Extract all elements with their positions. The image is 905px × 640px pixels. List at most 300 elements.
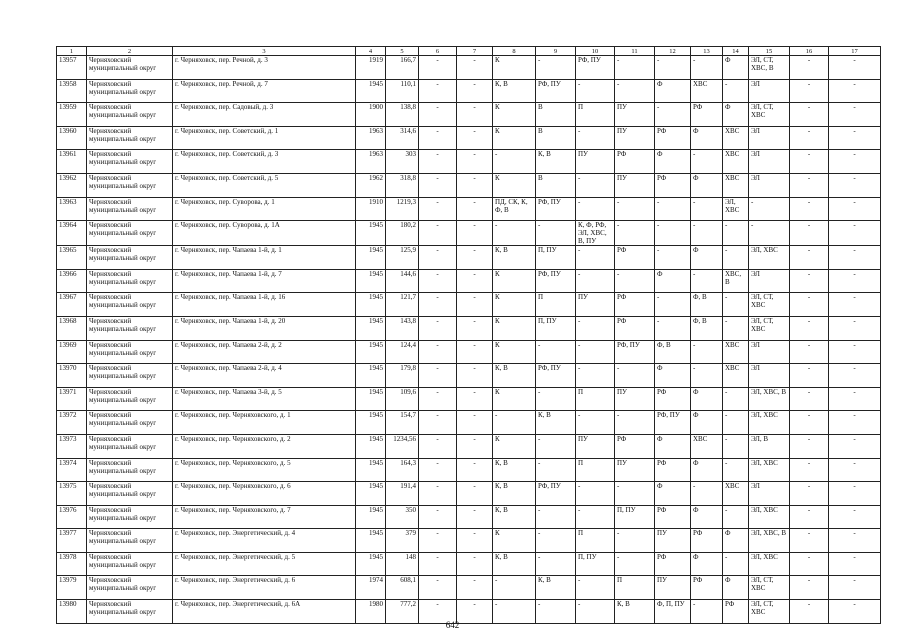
cell-year-built: 1945 [356, 246, 386, 270]
cell-col-6: - [419, 126, 457, 150]
cell-municipality: Черняховский муниципальный округ [87, 79, 173, 103]
cell-col-12: - [655, 246, 691, 270]
cell-municipality: Черняховский муниципальный округ [87, 246, 173, 270]
cell-col-14: ХВС, В [723, 269, 749, 293]
cell-area: 164,3 [386, 458, 419, 482]
cell-col-12: РФ [655, 173, 691, 197]
cell-col-8: К [493, 529, 536, 553]
cell-col-11: - [615, 482, 655, 506]
cell-col-7: - [457, 126, 493, 150]
cell-municipality: Черняховский муниципальный округ [87, 505, 173, 529]
cell-col-7: - [457, 246, 493, 270]
cell-col-14: - [723, 387, 749, 411]
cell-col-9: РФ, ПУ [536, 269, 576, 293]
table-row [57, 458, 881, 482]
table-row [57, 56, 881, 80]
cell-col-11: ПУ [615, 458, 655, 482]
column-header-17: 17 [829, 47, 881, 56]
cell-col-12: РФ [655, 505, 691, 529]
cell-record-number: 13957 [57, 56, 87, 80]
cell-col-8: К, В [493, 505, 536, 529]
cell-col-8: К, В [493, 482, 536, 506]
cell-col-14: - [723, 221, 749, 246]
cell-col-11: ПУ [615, 387, 655, 411]
cell-col-7: - [457, 529, 493, 553]
cell-col-13: РФ [691, 529, 723, 553]
cell-record-number: 13974 [57, 458, 87, 482]
column-header-1: 1 [57, 47, 87, 56]
cell-col-7: - [457, 600, 493, 624]
cell-col-7: - [457, 79, 493, 103]
cell-col-10: - [576, 411, 615, 435]
cell-address: г. Черняховск, пер. Чапаева 1-й, д. 1 [173, 246, 356, 270]
cell-municipality: Черняховский муниципальный округ [87, 529, 173, 553]
table-row [57, 434, 881, 458]
cell-municipality: Черняховский муниципальный округ [87, 458, 173, 482]
cell-col-10: ПУ [576, 293, 615, 317]
cell-address: г. Черняховск, пер. Черняховского, д. 5 [173, 458, 356, 482]
cell-col-8: К [493, 173, 536, 197]
cell-col-14: - [723, 293, 749, 317]
cell-col-12: - [655, 103, 691, 127]
cell-col-9: РФ, ПУ [536, 364, 576, 388]
cell-col-11: К, В [615, 600, 655, 624]
cell-col-13: РФ [691, 576, 723, 600]
cell-col-14: Ф [723, 103, 749, 127]
cell-col-6: - [419, 246, 457, 270]
cell-col-14: ХВС [723, 364, 749, 388]
column-header-10: 10 [576, 47, 615, 56]
cell-col-14: ХВС [723, 173, 749, 197]
cell-col-14: ХВС [723, 126, 749, 150]
cell-col-16: - [790, 387, 829, 411]
cell-col-13: - [691, 269, 723, 293]
cell-col-13: ХВС [691, 79, 723, 103]
column-header-9: 9 [536, 47, 576, 56]
cell-address: г. Черняховск, пер. Энергетический, д. 5 [173, 552, 356, 576]
cell-col-15: ЭЛ, ХВС [749, 458, 790, 482]
cell-col-13: ХВС [691, 434, 723, 458]
cell-area: 777,2 [386, 600, 419, 624]
cell-col-15: ЭЛ, В [749, 434, 790, 458]
cell-col-10: - [576, 316, 615, 340]
cell-record-number: 13972 [57, 411, 87, 435]
cell-col-6: - [419, 482, 457, 506]
cell-col-17: - [829, 458, 881, 482]
cell-year-built: 1910 [356, 197, 386, 221]
cell-municipality: Черняховский муниципальный округ [87, 364, 173, 388]
cell-col-17: - [829, 103, 881, 127]
cell-col-14: РФ [723, 600, 749, 624]
cell-col-10: - [576, 600, 615, 624]
cell-col-16: - [790, 434, 829, 458]
cell-year-built: 1945 [356, 79, 386, 103]
column-header-8: 8 [493, 47, 536, 56]
cell-col-10: - [576, 173, 615, 197]
cell-col-17: - [829, 434, 881, 458]
cell-col-16: - [790, 552, 829, 576]
table-row [57, 316, 881, 340]
cell-col-16: - [790, 246, 829, 270]
cell-col-7: - [457, 434, 493, 458]
table-row [57, 364, 881, 388]
cell-col-13: Ф [691, 126, 723, 150]
cell-col-13: Ф [691, 173, 723, 197]
cell-col-13: - [691, 364, 723, 388]
cell-year-built: 1945 [356, 411, 386, 435]
cell-col-10: К, Ф, РФ, ЭЛ, ХВС, В, ПУ [576, 221, 615, 246]
cell-col-17: - [829, 482, 881, 506]
cell-col-7: - [457, 150, 493, 174]
cell-col-11: - [615, 79, 655, 103]
cell-col-10: - [576, 505, 615, 529]
cell-area: 154,7 [386, 411, 419, 435]
cell-col-7: - [457, 103, 493, 127]
cell-col-17: - [829, 150, 881, 174]
table-row [57, 197, 881, 221]
cell-col-14: - [723, 458, 749, 482]
column-header-14: 14 [723, 47, 749, 56]
page-number: 642 [445, 620, 460, 630]
cell-address: г. Черняховск, пер. Суворова, д. 1А [173, 221, 356, 246]
cell-col-9: - [536, 552, 576, 576]
cell-address: г. Черняховск, пер. Энергетический, д. 6 [173, 576, 356, 600]
cell-col-13: Ф [691, 387, 723, 411]
cell-record-number: 13965 [57, 246, 87, 270]
cell-col-16: - [790, 197, 829, 221]
cell-col-6: - [419, 56, 457, 80]
column-number-row [57, 47, 881, 56]
cell-area: 1219,3 [386, 197, 419, 221]
cell-record-number: 13976 [57, 505, 87, 529]
cell-col-15: ЭЛ [749, 269, 790, 293]
cell-col-12: Ф [655, 79, 691, 103]
cell-col-10: - [576, 126, 615, 150]
cell-col-9: В [536, 103, 576, 127]
cell-col-12: - [655, 221, 691, 246]
cell-col-6: - [419, 529, 457, 553]
cell-col-17: - [829, 197, 881, 221]
cell-col-14: ЭЛ, ХВС [723, 197, 749, 221]
cell-col-13: - [691, 340, 723, 364]
cell-col-7: - [457, 316, 493, 340]
cell-address: г. Черняховск, пер. Суворова, д. 1 [173, 197, 356, 221]
cell-municipality: Черняховский муниципальный округ [87, 150, 173, 174]
cell-col-12: Ф, П, ПУ [655, 600, 691, 624]
cell-col-11: ПУ [615, 173, 655, 197]
cell-col-8: - [493, 411, 536, 435]
cell-col-6: - [419, 576, 457, 600]
cell-record-number: 13960 [57, 126, 87, 150]
cell-address: г. Черняховск, пер. Энергетический, д. 6А [173, 600, 356, 624]
cell-col-9: В [536, 126, 576, 150]
cell-col-16: - [790, 529, 829, 553]
cell-col-13: - [691, 482, 723, 506]
column-header-15: 15 [749, 47, 790, 56]
cell-col-12: ПУ [655, 529, 691, 553]
cell-col-15: ЭЛ [749, 482, 790, 506]
cell-col-14: - [723, 79, 749, 103]
cell-col-10: - [576, 364, 615, 388]
cell-col-17: - [829, 600, 881, 624]
cell-col-10: П [576, 103, 615, 127]
cell-year-built: 1945 [356, 293, 386, 317]
cell-col-15: ЭЛ, СТ, ХВС [749, 103, 790, 127]
column-header-3: 3 [173, 47, 356, 56]
cell-col-9: РФ, ПУ [536, 482, 576, 506]
cell-col-14: Ф [723, 529, 749, 553]
cell-municipality: Черняховский муниципальный округ [87, 197, 173, 221]
cell-col-7: - [457, 482, 493, 506]
cell-col-6: - [419, 600, 457, 624]
cell-col-6: - [419, 221, 457, 246]
cell-col-16: - [790, 340, 829, 364]
cell-col-16: - [790, 103, 829, 127]
cell-municipality: Черняховский муниципальный округ [87, 293, 173, 317]
cell-area: 144,6 [386, 269, 419, 293]
cell-col-7: - [457, 269, 493, 293]
cell-col-11: - [615, 552, 655, 576]
cell-col-6: - [419, 340, 457, 364]
cell-col-6: - [419, 364, 457, 388]
cell-col-11: П, ПУ [615, 505, 655, 529]
cell-col-16: - [790, 150, 829, 174]
cell-col-7: - [457, 364, 493, 388]
cell-record-number: 13977 [57, 529, 87, 553]
cell-col-6: - [419, 411, 457, 435]
cell-record-number: 13963 [57, 197, 87, 221]
table-row [57, 387, 881, 411]
cell-col-13: Ф, В [691, 293, 723, 317]
cell-col-12: РФ [655, 126, 691, 150]
cell-municipality: Черняховский муниципальный округ [87, 126, 173, 150]
cell-col-8: К [493, 434, 536, 458]
cell-record-number: 13978 [57, 552, 87, 576]
cell-col-10: ПУ [576, 150, 615, 174]
cell-col-7: - [457, 221, 493, 246]
cell-col-14: - [723, 552, 749, 576]
cell-col-15: ЭЛ [749, 364, 790, 388]
cell-area: 179,8 [386, 364, 419, 388]
cell-area: 125,9 [386, 246, 419, 270]
cell-col-14: - [723, 434, 749, 458]
cell-col-14: ХВС [723, 340, 749, 364]
table-row [57, 576, 881, 600]
cell-area: 109,6 [386, 387, 419, 411]
cell-year-built: 1963 [356, 126, 386, 150]
cell-col-10: ПУ [576, 434, 615, 458]
cell-col-9: К, В [536, 150, 576, 174]
cell-record-number: 13958 [57, 79, 87, 103]
cell-col-15: ЭЛ, СТ, ХВС [749, 576, 790, 600]
cell-col-7: - [457, 197, 493, 221]
cell-col-6: - [419, 79, 457, 103]
cell-col-9: П [536, 293, 576, 317]
cell-col-7: - [457, 411, 493, 435]
cell-col-16: - [790, 505, 829, 529]
cell-record-number: 13962 [57, 173, 87, 197]
cell-record-number: 13969 [57, 340, 87, 364]
column-header-2: 2 [87, 47, 173, 56]
cell-municipality: Черняховский муниципальный округ [87, 56, 173, 80]
cell-record-number: 13966 [57, 269, 87, 293]
table-row [57, 529, 881, 553]
table-row [57, 293, 881, 317]
cell-col-9: - [536, 505, 576, 529]
cell-col-11: ПУ [615, 126, 655, 150]
cell-col-8: К [493, 293, 536, 317]
cell-col-15: ЭЛ [749, 126, 790, 150]
column-header-13: 13 [691, 47, 723, 56]
cell-area: 350 [386, 505, 419, 529]
cell-col-16: - [790, 316, 829, 340]
cell-col-13: Ф [691, 458, 723, 482]
cell-col-9: РФ, ПУ [536, 79, 576, 103]
cell-col-7: - [457, 173, 493, 197]
cell-col-10: П [576, 387, 615, 411]
cell-col-9: К, В [536, 411, 576, 435]
cell-col-14: ХВС [723, 482, 749, 506]
cell-col-9: - [536, 434, 576, 458]
cell-area: 148 [386, 552, 419, 576]
cell-col-13: - [691, 600, 723, 624]
cell-col-8: К, В [493, 364, 536, 388]
cell-col-8: К, В [493, 79, 536, 103]
cell-col-12: ПУ [655, 576, 691, 600]
table-row [57, 552, 881, 576]
cell-area: 166,7 [386, 56, 419, 80]
cell-col-16: - [790, 126, 829, 150]
cell-col-15: ЭЛ, ХВС [749, 246, 790, 270]
cell-year-built: 1945 [356, 316, 386, 340]
cell-year-built: 1900 [356, 103, 386, 127]
cell-col-11: РФ [615, 246, 655, 270]
cell-col-9: - [536, 600, 576, 624]
cell-record-number: 13959 [57, 103, 87, 127]
cell-col-10: - [576, 340, 615, 364]
cell-col-8: ПД, СК, К, Ф, В [493, 197, 536, 221]
cell-col-17: - [829, 552, 881, 576]
column-header-6: 6 [419, 47, 457, 56]
column-header-5: 5 [386, 47, 419, 56]
cell-record-number: 13964 [57, 221, 87, 246]
cell-col-14: - [723, 505, 749, 529]
cell-col-10: - [576, 576, 615, 600]
cell-record-number: 13967 [57, 293, 87, 317]
cell-col-13: - [691, 56, 723, 80]
cell-col-6: - [419, 197, 457, 221]
cell-col-9: - [536, 387, 576, 411]
cell-col-12: РФ [655, 552, 691, 576]
cell-municipality: Черняховский муниципальный округ [87, 221, 173, 246]
cell-col-16: - [790, 56, 829, 80]
cell-col-11: ПУ [615, 103, 655, 127]
cell-col-17: - [829, 293, 881, 317]
cell-col-14: - [723, 246, 749, 270]
cell-address: г. Черняховск, пер. Чапаева 1-й, д. 20 [173, 316, 356, 340]
cell-col-9: К, В [536, 576, 576, 600]
cell-col-11: РФ [615, 434, 655, 458]
cell-address: г. Черняховск, пер. Чапаева 1-й, д. 7 [173, 269, 356, 293]
cell-municipality: Черняховский муниципальный округ [87, 600, 173, 624]
cell-col-8: К [493, 126, 536, 150]
cell-year-built: 1963 [356, 150, 386, 174]
cell-address: г. Черняховск, пер. Черняховского, д. 6 [173, 482, 356, 506]
cell-col-7: - [457, 458, 493, 482]
cell-col-6: - [419, 150, 457, 174]
column-header-4: 4 [356, 47, 386, 56]
cell-col-12: РФ [655, 458, 691, 482]
cell-col-8: К [493, 56, 536, 80]
column-header-7: 7 [457, 47, 493, 56]
cell-address: г. Черняховск, пер. Советский, д. 1 [173, 126, 356, 150]
cell-col-15: - [749, 197, 790, 221]
cell-col-13: Ф [691, 505, 723, 529]
cell-col-6: - [419, 505, 457, 529]
cell-col-11: РФ [615, 293, 655, 317]
cell-col-10: П [576, 529, 615, 553]
cell-col-8: - [493, 221, 536, 246]
cell-municipality: Черняховский муниципальный округ [87, 434, 173, 458]
cell-col-11: - [615, 269, 655, 293]
cell-record-number: 13980 [57, 600, 87, 624]
cell-col-16: - [790, 576, 829, 600]
cell-col-15: ЭЛ, ХВС [749, 552, 790, 576]
cell-col-12: Ф [655, 364, 691, 388]
cell-col-17: - [829, 340, 881, 364]
cell-col-17: - [829, 505, 881, 529]
cell-col-17: - [829, 246, 881, 270]
cell-col-16: - [790, 482, 829, 506]
cell-area: 1234,56 [386, 434, 419, 458]
cell-area: 191,4 [386, 482, 419, 506]
cell-col-13: Ф [691, 552, 723, 576]
cell-year-built: 1980 [356, 600, 386, 624]
cell-address: г. Черняховск, пер. Чапаева 3-й, д. 5 [173, 387, 356, 411]
cell-address: г. Черняховск, пер. Речной, д. 7 [173, 79, 356, 103]
cell-col-15: ЭЛ, ХВС, В [749, 529, 790, 553]
cell-address: г. Черняховск, пер. Советский, д. 3 [173, 150, 356, 174]
cell-col-17: - [829, 269, 881, 293]
cell-year-built: 1945 [356, 387, 386, 411]
cell-col-10: - [576, 197, 615, 221]
cell-year-built: 1945 [356, 505, 386, 529]
cell-year-built: 1962 [356, 173, 386, 197]
cell-address: г. Черняховск, пер. Черняховского, д. 7 [173, 505, 356, 529]
cell-col-6: - [419, 103, 457, 127]
cell-col-12: - [655, 197, 691, 221]
cell-col-13: - [691, 221, 723, 246]
cell-col-17: - [829, 126, 881, 150]
cell-col-16: - [790, 221, 829, 246]
cell-col-12: - [655, 56, 691, 80]
cell-col-8: К [493, 269, 536, 293]
cell-col-15: ЭЛ, ХВС, В [749, 387, 790, 411]
cell-area: 180,2 [386, 221, 419, 246]
cell-col-16: - [790, 458, 829, 482]
cell-year-built: 1945 [356, 434, 386, 458]
cell-col-9: - [536, 529, 576, 553]
cell-address: г. Черняховск, пер. Речной, д. 3 [173, 56, 356, 80]
cell-area: 318,8 [386, 173, 419, 197]
cell-col-12: Ф [655, 434, 691, 458]
cell-col-16: - [790, 269, 829, 293]
cell-address: г. Черняховск, пер. Садовый, д. 3 [173, 103, 356, 127]
cell-col-14: Ф [723, 56, 749, 80]
cell-municipality: Черняховский муниципальный округ [87, 340, 173, 364]
cell-record-number: 13968 [57, 316, 87, 340]
cell-col-14: ХВС [723, 150, 749, 174]
